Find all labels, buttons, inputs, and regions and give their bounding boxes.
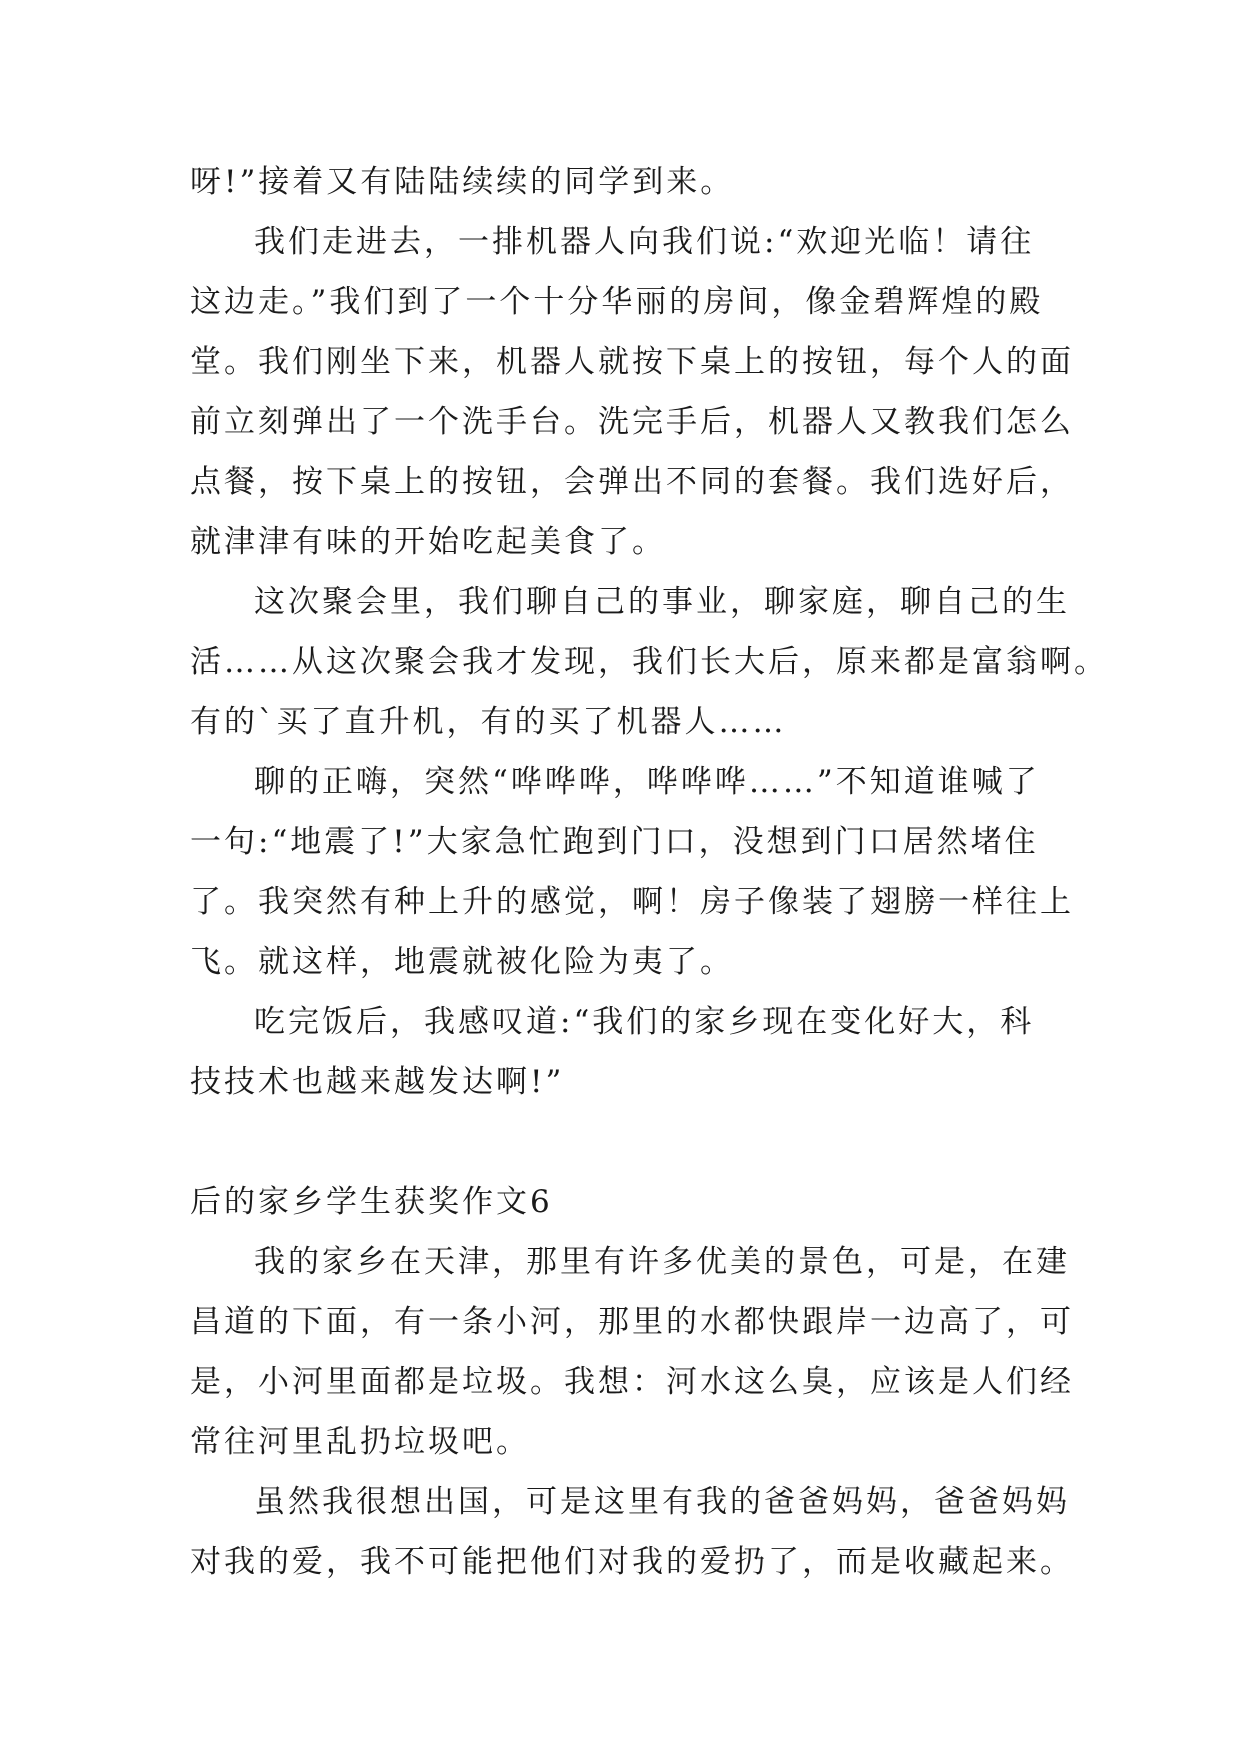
- paragraph-line: 堂。我们刚坐下来，机器人就按下桌上的按钮，每个人的面: [190, 344, 1074, 380]
- paragraph-line: 常往河里乱扔垃圾吧。: [190, 1424, 530, 1460]
- paragraph-line: 呀!”接着又有陆陆续续的同学到来。: [190, 164, 735, 200]
- section-title: 后的家乡学生获奖作文6: [190, 1184, 553, 1220]
- paragraph-line: 我们走进去，一排机器人向我们说:“欢迎光临！请往: [254, 224, 1035, 260]
- paragraph-line: 是，小河里面都是垃圾。我想：河水这么臭，应该是人们经: [190, 1364, 1074, 1400]
- paragraph-line: 飞。就这样，地震就被化险为夷了。: [190, 944, 734, 980]
- paragraph-line: 有的`买了直升机，有的买了机器人……: [190, 704, 787, 740]
- paragraph-line: 这边走。”我们到了一个十分华丽的房间，像金碧辉煌的殿: [190, 284, 1044, 320]
- paragraph-line: 这次聚会里，我们聊自己的事业，聊家庭，聊自己的生: [254, 584, 1070, 620]
- paragraph-line: 了。我突然有种上升的感觉，啊！房子像装了翅膀一样往上: [190, 884, 1074, 920]
- paragraph-line: 吃完饭后，我感叹道:“我们的家乡现在变化好大，科: [254, 1004, 1035, 1040]
- paragraph-line: 虽然我很想出国，可是这里有我的爸爸妈妈，爸爸妈妈: [254, 1484, 1070, 1520]
- paragraph-line: 一句:“地震了!”大家急忙跑到门口，没想到门口居然堵住: [190, 824, 1039, 860]
- paragraph-line: 对我的爱，我不可能把他们对我的爱扔了，而是收藏起来。: [190, 1544, 1074, 1580]
- paragraph-line: 点餐，按下桌上的按钮，会弹出不同的套餐。我们选好后，: [190, 464, 1074, 500]
- paragraph-line: 前立刻弹出了一个洗手台。洗完手后，机器人又教我们怎么: [190, 404, 1074, 440]
- document-page: [190, 152, 1108, 1592]
- paragraph-line: 昌道的下面，有一条小河，那里的水都快跟岸一边高了，可: [190, 1304, 1074, 1340]
- section-spacer: [190, 1112, 1050, 1172]
- paragraph-line: 技技术也越来越发达啊!”: [190, 1064, 565, 1100]
- paragraph-line: 活……从这次聚会我才发现，我们长大后，原来都是富翁啊。: [190, 644, 1108, 680]
- paragraph-line: 就津津有味的开始吃起美食了。: [190, 524, 666, 560]
- paragraph-line: 我的家乡在天津，那里有许多优美的景色，可是，在建: [254, 1244, 1070, 1280]
- paragraph-line: 聊的正嗨，突然“哗哗哗，哗哗哗……”不知道谁喊了: [254, 764, 1040, 800]
